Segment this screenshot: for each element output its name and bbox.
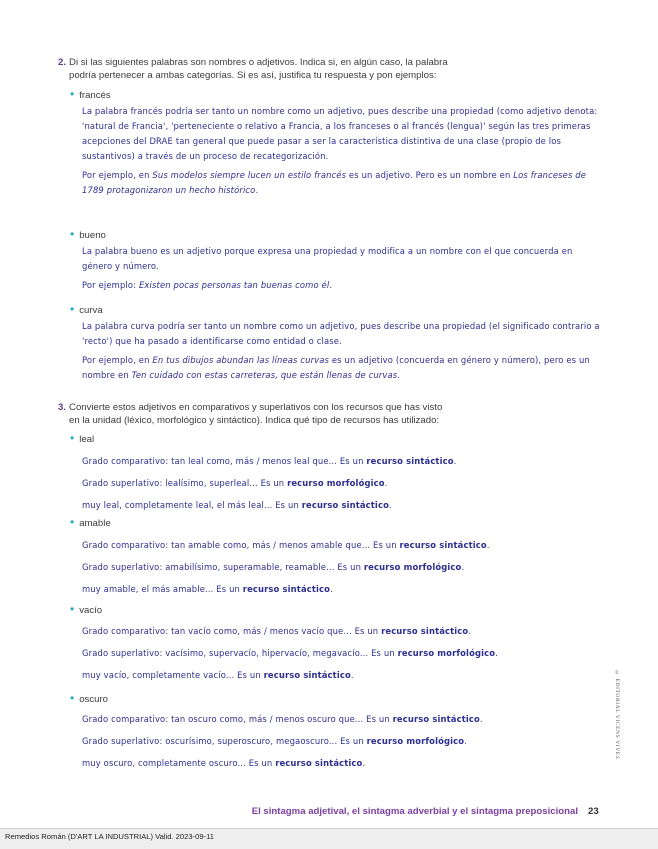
bullet-word: francés [79, 90, 111, 101]
answer-line-syntactic: muy oscuro, completamente oscuro... Es un recurso sintáctico. [82, 758, 366, 768]
answer-amable [82, 534, 602, 600]
exercise-2-number: 2. [58, 57, 67, 68]
answer-curva [82, 319, 602, 383]
answer-leal [82, 450, 602, 516]
word-bullet-leal [70, 432, 94, 446]
answer-line-syntactic: muy amable, el más amable... Es un recurso sintáctico. [82, 584, 333, 594]
word-bullet-curva [70, 303, 103, 317]
footer-chapter-title: El sintagma adjetival, el sintagma adverbial y el sintagma preposicional [251, 806, 578, 817]
bullet-icon: • [70, 227, 75, 241]
page-number: 23 [588, 806, 599, 817]
exercise-2-prompt-line2: podría pertenecer a ambas categorías. Si es así, justifica tu respuesta y pon ejemplos: [69, 70, 437, 81]
word-bullet-bueno [70, 228, 106, 242]
exercise-3-number: 3. [58, 402, 67, 413]
answer-paragraph: La palabra francés podría ser tanto un nombre como un adjetivo, pues describe una propiedad (como adjetivo denota: 'natural de Francia', 'perteneciente o relativo a Francia, a los franceses o al francés (lengua)' según las tres primeras acepciones del DRAE tan general que puede pasar a ser la característica distintiva de una clase (propio de los sustantivos) a través de un proceso de recategorización. [82, 106, 598, 161]
bullet-word: vacío [79, 605, 103, 616]
bullet-word: leal [79, 434, 95, 445]
bullet-icon: • [70, 87, 75, 101]
exercise-2-prompt [58, 56, 598, 82]
license-text: Remedios Román (D'ART LA INDUSTRIAL) Valid. 2023-09-11 [5, 832, 214, 841]
answer-example: Por ejemplo, en En tus dibujos abundan las líneas curvas es un adjetivo (concuerda en género y número), pero es un nombre en Ten cuidado con estas carreteras, que están llenas de curvas. [82, 355, 590, 380]
answer-paragraph: La palabra bueno es un adjetivo porque expresa una propiedad y modifica a un nombre con el que concuerda en género y número. [82, 246, 573, 271]
answer-line-comparative: Grado comparativo: tan leal como, más / menos leal que... Es un recurso sintáctico. [82, 456, 457, 466]
answer-frances [82, 104, 602, 198]
answer-oscuro [82, 708, 602, 774]
license-bar [0, 828, 658, 849]
answer-line-comparative: Grado comparativo: tan vacío como, más / menos vacío que... Es un recurso sintáctico. [82, 626, 472, 636]
exercise-3-prompt [58, 401, 598, 427]
word-bullet-vacio [70, 603, 102, 617]
bullet-icon: • [70, 691, 75, 705]
answer-line-superlative: Grado superlativo: oscurísimo, superoscuro, megaoscuro... Es un recurso morfológico. [82, 736, 468, 746]
bullet-icon: • [70, 602, 75, 616]
answer-line-superlative: Grado superlativo: lealísimo, superleal... Es un recurso morfológico. [82, 478, 388, 488]
answer-example: Por ejemplo, en Sus modelos siempre lucen un estilo francés es un adjetivo. Pero es un nombre en Los franceses de 1789 protagonizaron un hecho histórico. [82, 170, 587, 195]
word-bullet-amable [70, 516, 111, 530]
word-bullet-frances [70, 88, 111, 102]
answer-line-comparative: Grado comparativo: tan oscuro como, más / menos oscuro que... Es un recurso sintáctico. [82, 714, 483, 724]
exercise-3-prompt-line2: en la unidad (léxico, morfológico y sintáctico). Indica qué tipo de recursos has utilizado: [69, 415, 440, 426]
bullet-word: bueno [79, 230, 106, 241]
bullet-icon: • [70, 431, 75, 445]
answer-line-syntactic: muy leal, completamente leal, el más leal... Es un recurso sintáctico. [82, 500, 392, 510]
answer-line-superlative: Grado superlativo: vacísimo, supervacío, hipervacío, megavacío... Es un recurso morfológico. [82, 648, 498, 658]
bullet-word: curva [79, 305, 103, 316]
answer-paragraph: La palabra curva podría ser tanto un nombre como un adjetivo, pues describe una propiedad (el significado contrario a 'recto') que ha pasado a identificarse como entidad o clase. [82, 321, 600, 346]
answer-example: Por ejemplo: Existen pocas personas tan buenas como él. [82, 280, 333, 290]
answer-line-syntactic: muy vacío, completamente vacío... Es un recurso sintáctico. [82, 670, 354, 680]
bullet-icon: • [70, 515, 75, 529]
answer-line-superlative: Grado superlativo: amabilísimo, superamable, reamable... Es un recurso morfológico. [82, 562, 465, 572]
publisher-credit: © EDITORIAL VICENS VIVES [614, 670, 620, 760]
word-bullet-oscuro [70, 692, 108, 706]
answer-bueno [82, 244, 602, 293]
answer-line-comparative: Grado comparativo: tan amable como, más / menos amable que... Es un recurso sintáctico. [82, 540, 490, 550]
bullet-word: oscuro [79, 694, 108, 705]
exercise-3-prompt-line1: Convierte estos adjetivos en comparativos y superlativos con los recursos que has visto [69, 402, 443, 413]
bullet-word: amable [79, 518, 111, 529]
answer-vacio [82, 620, 602, 686]
exercise-2-prompt-line1: Di si las siguientes palabras son nombres o adjetivos. Indica si, en algún caso, la palabra [69, 57, 448, 68]
bullet-icon: • [70, 302, 75, 316]
